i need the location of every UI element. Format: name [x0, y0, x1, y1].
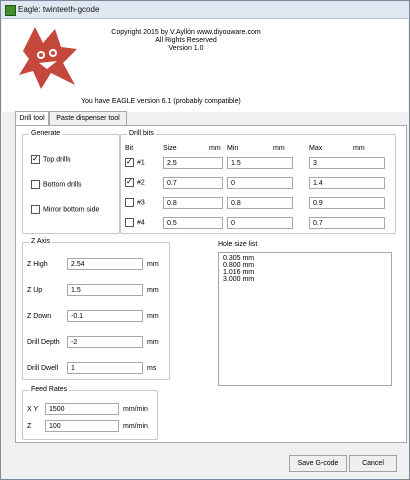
size-unit-header: mm [209, 145, 221, 152]
generate-group [22, 130, 120, 234]
bit-3-option[interactable] [125, 198, 145, 208]
z-up-input[interactable]: 1.5 [67, 284, 143, 296]
z-down-label: Z Down [27, 313, 52, 320]
drill-bits-title: Drill bits [129, 130, 154, 137]
bottom-drills-checkbox[interactable] [31, 180, 40, 189]
drill-dwell-unit: ms [147, 365, 157, 372]
bit-4-size-input[interactable]: 0.5 [163, 217, 223, 229]
drill-depth-unit: mm [147, 339, 159, 346]
top-drills-option[interactable] [31, 155, 71, 165]
diyouware-logo [15, 23, 83, 93]
bit-4-min-input[interactable]: 0 [227, 217, 293, 229]
max-header: Max [309, 145, 323, 152]
z-down-unit: mm [147, 313, 159, 320]
drill-bits-group [120, 130, 396, 234]
drill-depth-label: Drill Depth [27, 339, 60, 346]
bit-2-checkbox[interactable] [125, 178, 134, 187]
z-high-input[interactable]: 2.54 [67, 258, 143, 270]
feed-rates-title: Feed Rates [31, 386, 68, 393]
xy-feed-label: X Y [27, 406, 39, 413]
rights-text: All Rights Reserved [155, 37, 217, 44]
xy-feed-unit: mm/min [123, 406, 148, 413]
bit-4-max-input[interactable]: 0.7 [309, 217, 385, 229]
z-high-label: Z High [27, 261, 48, 268]
drill-dwell-input[interactable]: 1 [67, 362, 143, 374]
drill-dwell-label: Drill Dwell [27, 365, 59, 372]
bottom-drills-label: Bottom drills [43, 181, 82, 189]
bit-1-label: #1 [137, 159, 145, 167]
save-gcode-button[interactable]: Save G-code [289, 455, 347, 472]
min-header: Min [227, 145, 239, 152]
bit-3-label: #3 [137, 199, 145, 207]
bit-4-option[interactable] [125, 218, 145, 228]
z-feed-label: Z [27, 423, 32, 430]
z-feed-unit: mm/min [123, 423, 148, 430]
size-header: Size [163, 145, 177, 152]
eagle-version-text: You have EAGLE version 6.1 (probably compatible) [81, 98, 241, 105]
min-unit-header: mm [273, 145, 285, 152]
bit-1-min-input[interactable]: 1.5 [227, 157, 293, 169]
top-drills-checkbox[interactable] [31, 155, 40, 164]
z-up-label: Z Up [27, 287, 43, 294]
bit-4-label: #4 [137, 219, 145, 227]
z-high-unit: mm [147, 261, 159, 268]
bit-3-checkbox[interactable] [125, 198, 134, 207]
list-item[interactable]: 0.800 mm [223, 262, 255, 269]
hole-size-list-title: Hole size list [218, 241, 258, 248]
feed-rates-group [22, 386, 158, 440]
app-icon [5, 5, 16, 16]
max-unit-header: mm [353, 145, 365, 152]
bit-3-max-input[interactable]: 0.9 [309, 197, 385, 209]
cancel-button[interactable]: Cancel [349, 455, 397, 472]
about-block [81, 29, 291, 53]
list-item[interactable]: 1.016 mm [223, 269, 255, 276]
tab-paste-dispenser[interactable]: Paste dispenser tool [49, 111, 127, 125]
z-up-unit: mm [147, 287, 159, 294]
bit-3-min-input[interactable]: 0.8 [227, 197, 293, 209]
bit-2-max-input[interactable]: 1.4 [309, 177, 385, 189]
mirror-bottom-checkbox[interactable] [31, 205, 40, 214]
drill-tool-panel [15, 125, 407, 443]
copyright-text: Copyright 2015 by V.Ayllón www.diyouware.com [111, 29, 261, 36]
mirror-bottom-option[interactable] [31, 205, 99, 215]
bottom-drills-option[interactable] [31, 180, 82, 190]
bit-2-option[interactable] [125, 178, 145, 188]
bit-1-size-input[interactable]: 2.5 [163, 157, 223, 169]
hole-size-list[interactable] [218, 252, 392, 386]
window-title: Eagle: twinteeth-gcode [18, 5, 100, 14]
bit-2-size-input[interactable]: 0.7 [163, 177, 223, 189]
bit-1-option[interactable] [125, 158, 145, 168]
z-axis-title: Z Axis [31, 238, 51, 245]
bit-header: Bit [125, 145, 134, 152]
z-feed-input[interactable]: 100 [45, 420, 119, 432]
list-item[interactable]: 3.000 mm [223, 276, 255, 283]
bit-1-checkbox[interactable] [125, 158, 134, 167]
mirror-bottom-label: Mirror bottom side [43, 206, 100, 214]
version-text: Version 1.0 [168, 45, 204, 52]
generate-title: Generate [31, 130, 61, 137]
z-down-input[interactable]: -0.1 [67, 310, 143, 322]
bit-3-size-input[interactable]: 0.8 [163, 197, 223, 209]
xy-feed-input[interactable]: 1500 [45, 403, 119, 415]
top-drills-label: Top drills [43, 156, 71, 164]
drill-depth-input[interactable]: -2 [67, 336, 143, 348]
list-item[interactable]: 0.305 mm [223, 255, 255, 262]
z-axis-group [22, 238, 170, 380]
title-bar[interactable] [1, 1, 409, 19]
bit-1-max-input[interactable]: 3 [309, 157, 385, 169]
bit-2-min-input[interactable]: 0 [227, 177, 293, 189]
bit-2-label: #2 [137, 179, 145, 187]
bit-4-checkbox[interactable] [125, 218, 134, 227]
tab-drill-tool[interactable]: Drill tool [15, 111, 49, 126]
